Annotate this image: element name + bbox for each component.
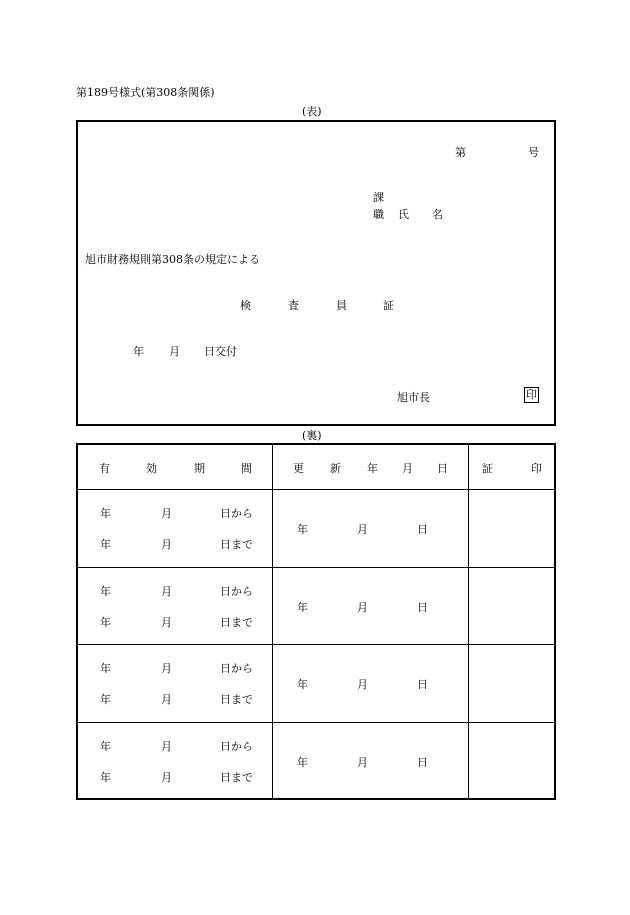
to-day: 日まで bbox=[220, 538, 253, 551]
to-day: 日まで bbox=[220, 616, 253, 629]
header-char: 間 bbox=[241, 462, 252, 475]
mayor-label: 旭市長 bbox=[397, 391, 430, 404]
to-month: 月 bbox=[161, 616, 172, 629]
from-month: 月 bbox=[161, 662, 172, 675]
from-day: 日から bbox=[220, 662, 253, 675]
to-day: 日まで bbox=[220, 771, 253, 784]
to-month: 月 bbox=[161, 693, 172, 706]
issue-day: 日交付 bbox=[204, 345, 237, 358]
header-char: 月 bbox=[402, 462, 413, 475]
renewal-year: 年 bbox=[297, 601, 308, 614]
name-label-mei: 名 bbox=[432, 208, 443, 221]
form-title: 第189号様式(第308条関係) bbox=[76, 86, 215, 99]
to-year: 年 bbox=[100, 771, 111, 784]
number-suffix: 号 bbox=[528, 146, 539, 159]
front-label: (表) bbox=[302, 105, 322, 118]
renewal-month: 月 bbox=[357, 756, 368, 769]
row-divider bbox=[78, 722, 554, 723]
back-label: (裏) bbox=[302, 429, 322, 442]
from-month: 月 bbox=[161, 740, 172, 753]
header-char: 印 bbox=[531, 462, 542, 475]
column-divider bbox=[272, 445, 273, 798]
row-divider bbox=[78, 644, 554, 645]
row-divider bbox=[78, 567, 554, 568]
issue-month: 月 bbox=[169, 345, 180, 358]
issue-year: 年 bbox=[133, 345, 144, 358]
to-year: 年 bbox=[100, 693, 111, 706]
header-char: 効 bbox=[146, 462, 157, 475]
from-day: 日から bbox=[220, 585, 253, 598]
to-month: 月 bbox=[161, 538, 172, 551]
from-month: 月 bbox=[161, 507, 172, 520]
renewal-year: 年 bbox=[297, 756, 308, 769]
column-divider bbox=[468, 445, 469, 798]
from-year: 年 bbox=[100, 662, 111, 675]
to-year: 年 bbox=[100, 538, 111, 551]
renewal-year: 年 bbox=[297, 523, 308, 536]
from-day: 日から bbox=[220, 507, 253, 520]
renewal-day: 日 bbox=[417, 678, 428, 691]
back-table bbox=[76, 443, 556, 800]
from-day: 日から bbox=[220, 740, 253, 753]
from-year: 年 bbox=[100, 740, 111, 753]
to-year: 年 bbox=[100, 616, 111, 629]
from-year: 年 bbox=[100, 585, 111, 598]
header-char: 年 bbox=[367, 462, 378, 475]
title-char: 員 bbox=[336, 299, 347, 312]
renewal-day: 日 bbox=[417, 523, 428, 536]
to-month: 月 bbox=[161, 771, 172, 784]
renewal-year: 年 bbox=[297, 678, 308, 691]
header-char: 更 bbox=[293, 462, 304, 475]
row-divider bbox=[78, 489, 554, 490]
header-char: 有 bbox=[99, 462, 110, 475]
header-char: 期 bbox=[194, 462, 205, 475]
header-char: 新 bbox=[330, 462, 341, 475]
renewal-month: 月 bbox=[357, 601, 368, 614]
number-prefix: 第 bbox=[455, 146, 466, 159]
to-day: 日まで bbox=[220, 693, 253, 706]
renewal-day: 日 bbox=[417, 756, 428, 769]
renewal-month: 月 bbox=[357, 678, 368, 691]
basis-text: 旭市財務規則第308条の規定による bbox=[85, 253, 260, 266]
from-month: 月 bbox=[161, 585, 172, 598]
title-char: 査 bbox=[288, 299, 299, 312]
header-char: 証 bbox=[482, 462, 493, 475]
title-char: 証 bbox=[383, 299, 394, 312]
section-label: 課 bbox=[373, 191, 384, 204]
name-label-shi: 氏 bbox=[398, 208, 409, 221]
title-char: 検 bbox=[240, 299, 251, 312]
renewal-month: 月 bbox=[357, 523, 368, 536]
seal-mark bbox=[524, 387, 539, 403]
seal-text: 印 bbox=[526, 388, 537, 401]
front-card bbox=[76, 120, 556, 426]
position-label: 職 bbox=[373, 208, 384, 221]
header-char: 日 bbox=[437, 462, 448, 475]
from-year: 年 bbox=[100, 507, 111, 520]
renewal-day: 日 bbox=[417, 601, 428, 614]
